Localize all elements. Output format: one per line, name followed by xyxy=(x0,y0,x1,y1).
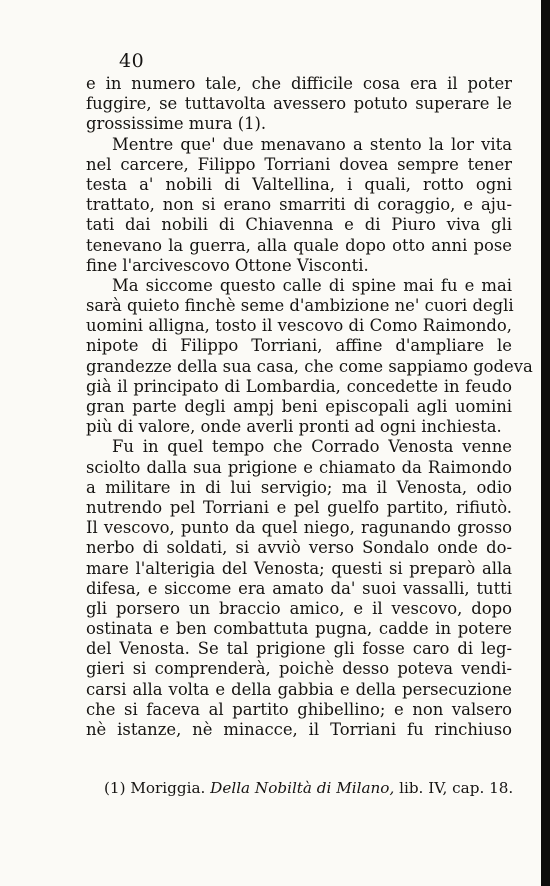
text-line: gli porsero un braccio amico, e il vescovo, dopo xyxy=(86,598,512,618)
text-line: fine l'arcivescovo Ottone Visconti. xyxy=(86,255,369,275)
text-line: Il vescovo, punto da quel niego, ragunando grosso xyxy=(86,518,512,538)
text-line: gieri si comprenderà, poichè desso poteva vendi- xyxy=(86,659,512,679)
text-line: sciolto dalla sua prigione e chiamato da Raimondo xyxy=(86,457,512,477)
text-line: mare l'alterigia del Venosta; questi si preparò alla xyxy=(86,558,512,578)
text-line: difesa, e siccome era amato da' suoi vassalli, tutti xyxy=(86,578,512,598)
text-line: fuggire, se tuttavolta avessero potuto superare le xyxy=(86,94,512,114)
text-line: grandezze della sua casa, che come sappiamo godeva xyxy=(86,356,533,376)
text-line: trattato, non si erano smarriti di coraggio, e aju- xyxy=(86,195,512,215)
paragraph-first-line: Fu in quel tempo che Corrado Venosta venne xyxy=(112,437,512,457)
footnote-mark: (1) xyxy=(104,779,126,797)
text-line: a militare in di lui servigio; ma il Venosta, odio xyxy=(86,477,512,497)
body-text xyxy=(86,74,533,740)
text-line: tenevano la guerra, alla quale dopo otto anni pose xyxy=(86,235,512,255)
paragraph-first-line: Ma siccome questo calle di spine mai fu e mai xyxy=(112,275,512,295)
text-line: più di valore, onde averli pronti ad ogni inchiesta. xyxy=(86,417,502,437)
text-line: nè istanze, nè minacce, il Torriani fu rinchiuso xyxy=(86,720,512,739)
text-line: del Venosta. Se tal prigione gli fosse caro di leg- xyxy=(86,639,512,659)
footnote xyxy=(104,778,514,798)
text-line: carsi alla volta e della gabbia e della persecuzione xyxy=(86,679,512,699)
text-line: sarà quieto finchè seme d'ambizione ne' cuori degli xyxy=(86,296,514,316)
text-line: nel carcere, Filippo Torriani dovea sempre tener xyxy=(86,154,512,174)
text-line: grossissime mura (1). xyxy=(86,114,267,134)
page-edge-shadow xyxy=(541,0,550,886)
text-line: nipote di Filippo Torriani, affine d'ampliare le xyxy=(86,336,512,356)
text-line: già il principato di Lombardia, concedette in feudo xyxy=(86,376,512,396)
footnote-reference: lib. IV, cap. 18. xyxy=(399,779,514,797)
paragraph-first-line: Mentre que' due menavano a stento la lor vita xyxy=(112,134,512,154)
text-line: nerbo di soldati, si avviò verso Sondalo onde do- xyxy=(86,538,512,558)
text-line: che si faceva al partito ghibellino; e non valsero xyxy=(86,699,512,719)
footnote-author: Moriggia. xyxy=(130,779,206,797)
text-line: gran parte degli ampj beni episcopali agli uomini xyxy=(86,397,512,416)
text-line: ostinata e ben combattuta pugna, cadde in potere xyxy=(86,619,512,639)
text-line: nutrendo pel Torriani e pel guelfo partito, rifiutò. xyxy=(86,497,512,517)
page-number: 40 xyxy=(119,50,145,72)
footnote-title: Della Nobiltà di Milano, xyxy=(210,779,395,797)
text-line: tati dai nobili di Chiavenna e di Piuro viva gli xyxy=(86,215,512,235)
text-line: testa a' nobili di Valtellina, i quali, rotto ogni xyxy=(86,174,512,194)
text-line: uomini alligna, tosto il vescovo di Como Raimondo, xyxy=(86,316,512,336)
text-line: e in numero tale, che difficile cosa era il poter xyxy=(86,74,512,93)
